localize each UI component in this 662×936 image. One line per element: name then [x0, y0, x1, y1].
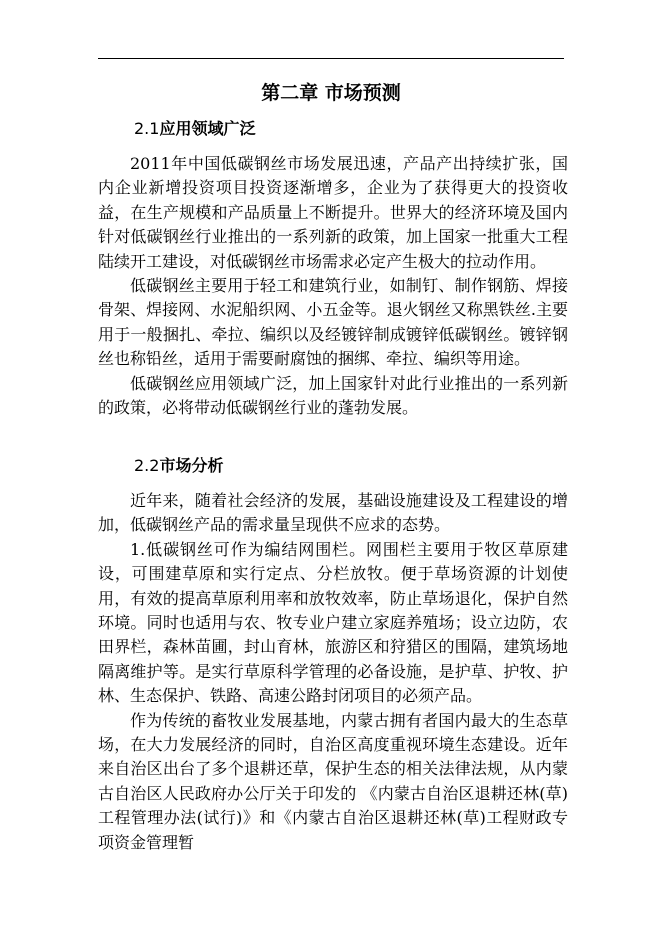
section-2-1-body — [98, 152, 568, 420]
section-title: 市场分析 — [159, 456, 224, 475]
paragraph: 2011年中国低碳钢丝市场发展迅速，产品产出持续扩张，国内企业新增投资项目投资逐渐增多，企业为了获得更大的投资收益，在生产规模和产品质量上不断提升。世界大的经济环境及国内针对低碳钢丝行业推出的一系列新的政策，加上国家一批重大工程陆续开工建设，对低碳钢丝市场需求必定产生极大的拉动作用。 — [98, 154, 568, 271]
section-heading-2-1 — [134, 118, 255, 140]
section-2-2-body — [98, 489, 568, 855]
paragraph: 作为传统的畜牧业发展基地，内蒙古拥有者国内最大的生态草场，在大力发展经济的同时，自治区高度重视环境生态建设。近年来自治区出台了多个退耕还草，保护生态的相关法律法规，从内蒙古自治区人民政府办公厅关于印发的 《内蒙古自治区退耕还林(草)工程管理办法(试行)》和《内蒙古自治区退耕还林(草)工程财政专项资金管理暂 — [98, 710, 568, 852]
section-number: 2.2 — [134, 456, 160, 475]
paragraph: 近年来，随着社会经济的发展，基础设施建设及工程建设的增加，低碳钢丝产品的需求量呈现供不应求的态势。 — [98, 491, 568, 535]
section-heading-2-2 — [134, 455, 223, 477]
chapter-title: 第二章 市场预测 — [261, 82, 401, 104]
paragraph: 1.低碳钢丝可作为编结网围栏。网围栏主要用于牧区草原建设，可围建草原和实行定点、分栏放牧。便于草场资源的计划使用，有效的提高草原利用率和放牧效率，防止草场退化，保护自然环境。同时也适用与农、牧专业户建立家庭养殖场；设立边防，农田界栏，森林苗圃，封山育林，旅游区和狩猎区的围隔，建筑场地隔离维护等。是实行草原科学管理的必备设施，是护草、护牧、护林、生态保护、铁路、高速公路封闭项目的必须产品。 — [98, 539, 568, 706]
section-title: 应用领域广泛 — [159, 119, 256, 138]
paragraph: 低碳钢丝应用领域广泛，加上国家针对此行业推出的一系列新的政策，必将带动低碳钢丝行业的蓬勃发展。 — [98, 373, 568, 418]
section-number: 2.1 — [134, 119, 160, 138]
paragraph: 低碳钢丝主要用于轻工和建筑行业，如制钉、制作钢筋、焊接骨架、焊接网、水泥船织网、小五金等。退火钢丝又称黑铁丝.主要用于一般捆扎、牵拉、编织以及经镀锌制成镀锌低碳钢丝。镀锌钢丝也称铅丝，适用于需要耐腐蚀的捆绑、牵拉、编织等用途。 — [98, 276, 568, 369]
header-rule — [98, 58, 564, 59]
